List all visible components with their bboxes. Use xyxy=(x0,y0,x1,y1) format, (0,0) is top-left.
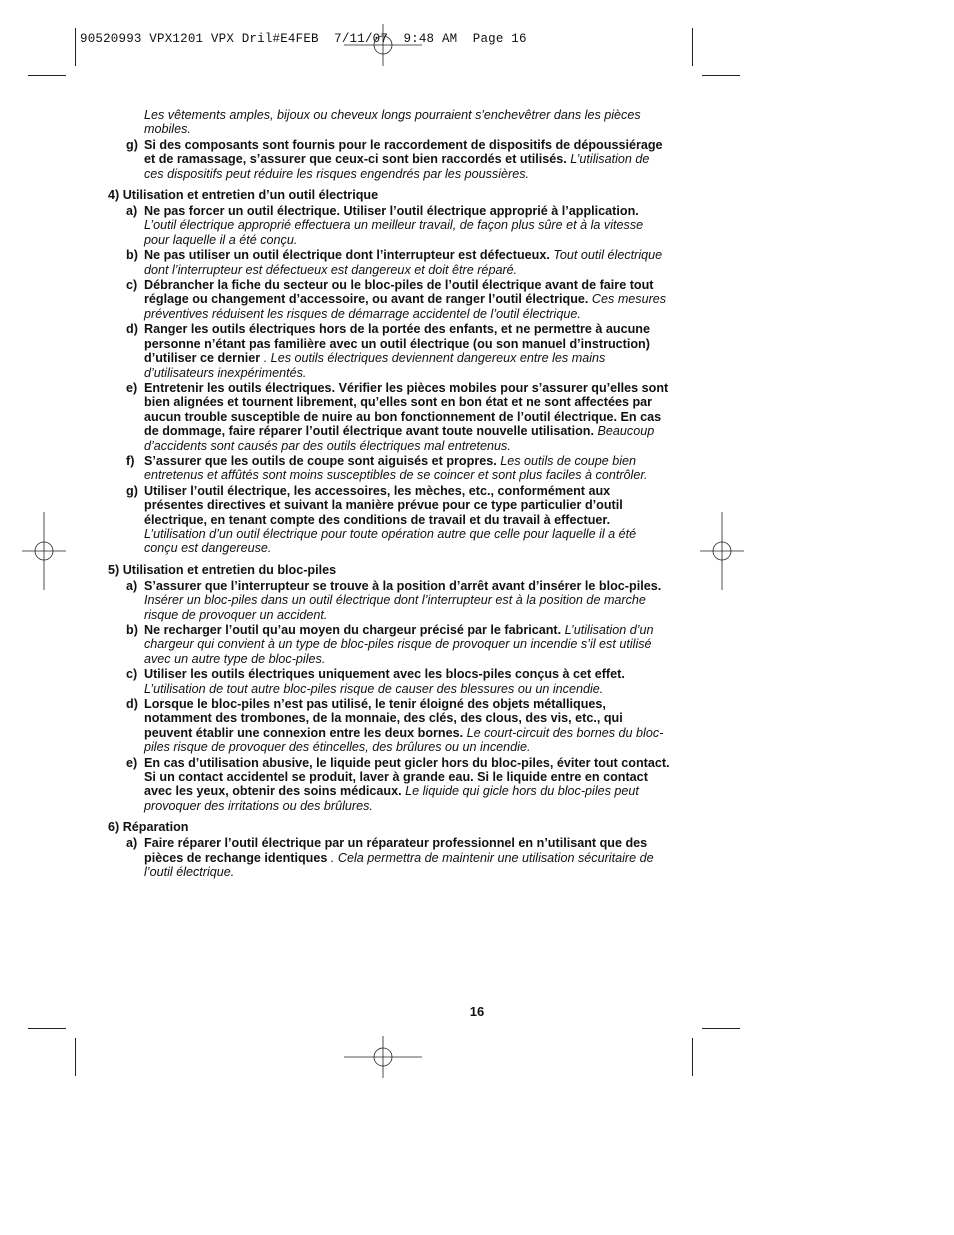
item-explanation: Tout outil électrique dont l’interrupteur est défectueux est dangereux et doit être réparé. xyxy=(144,248,663,277)
list-item xyxy=(108,138,670,181)
crop-mark-bottom-right-h xyxy=(702,1028,740,1029)
item-instruction: Utiliser l’outil électrique, les accessoires, les mèches, etc., conformément aux présentes directives et suivant la manière prévue pour ce type particulier d’outil électrique, en tenant compte des conditions de travail et du travail à effectuer. xyxy=(144,483,623,527)
print-slug: 90520993 VPX1201 VPX Dril#E4FEB 7/11/07 9:48 AM Page 16 xyxy=(80,32,527,46)
item-instruction: S’assurer que l’interrupteur se trouve à la position d’arrêt avant d’insérer le bloc-piles. xyxy=(144,578,662,593)
item-letter: f) xyxy=(126,453,135,468)
item-letter: d) xyxy=(126,697,138,712)
list-item xyxy=(108,381,670,453)
item-instruction: Utiliser les outils électriques uniquement avec les blocs-piles conçus à cet effet. xyxy=(144,667,625,682)
item-letter: a) xyxy=(126,578,138,593)
item-explanation: L’utilisation d’un outil électrique pour toute opération autre que celle pour laquelle il a été conçu est dangereuse. xyxy=(144,526,637,556)
list-item xyxy=(108,322,670,380)
item-letter: c) xyxy=(126,278,138,293)
item-instruction: Débrancher la fiche du secteur ou le bloc-piles de l’outil électrique avant de faire tout réglage ou changement d’accessoire, ou avant de ranger l’outil électrique. xyxy=(144,278,654,307)
list-item xyxy=(108,248,670,277)
item-letter: d) xyxy=(126,322,138,337)
page-content xyxy=(108,108,670,880)
list-item xyxy=(108,836,670,879)
section xyxy=(108,563,670,814)
section-title: 6) Réparation xyxy=(108,820,189,835)
list-item xyxy=(108,579,670,622)
item-explanation: L’outil électrique approprié effectuera un meilleur travail, de façon plus sûre et à la vitesse pour laquelle il a été conçu. xyxy=(144,218,644,247)
item-explanation: Beaucoup d’accidents sont causés par des outils électriques mal entretenus. xyxy=(144,424,655,453)
crop-mark-top-left-v xyxy=(75,28,76,66)
item-explanation: . Les outils électriques deviennent dangereux entre les mains d’utilisateurs inexpérimentés. xyxy=(144,351,606,380)
item-explanation: Insérer un bloc-piles dans un outil électrique dont l’interrupteur est à la position de marche risque de provoquer un accident. xyxy=(144,593,646,622)
registration-mark-left xyxy=(22,512,66,590)
item-instruction: Ne pas forcer un outil électrique. Utiliser l’outil électrique approprié à l’application. xyxy=(144,204,639,219)
list-item xyxy=(108,667,670,696)
item-letter: g) xyxy=(126,483,138,498)
list-item xyxy=(108,454,670,483)
section xyxy=(108,188,670,556)
item-explanation: Le court-circuit des bornes du bloc-piles risque de provoquer des étincelles, des brûlures ou un incendie. xyxy=(144,725,664,755)
crop-mark-bottom-right-v xyxy=(692,1038,693,1076)
registration-mark-right xyxy=(700,512,744,590)
item-letter: a) xyxy=(126,836,138,851)
crop-mark-bottom-left-h xyxy=(28,1028,66,1029)
item-letter: c) xyxy=(126,667,138,682)
list-item xyxy=(108,697,670,755)
crop-mark-bottom-left-v xyxy=(75,1038,76,1076)
item-explanation: Ces mesures préventives réduisent les risques de démarrage accidentel de l’outil électrique. xyxy=(144,292,667,321)
item-explanation: Les outils de coupe bien entretenus et affûtés sont moins susceptibles de se coincer et sont plus faciles à contrôler. xyxy=(144,453,648,483)
item-letter: e) xyxy=(126,380,138,395)
item-letter: a) xyxy=(126,204,138,219)
crop-mark-top-left-h xyxy=(28,75,66,76)
item-instruction: En cas d’utilisation abusive, le liquide peut gicler hors du bloc-piles, éviter tout contact. Si un contact accidentel se produit, laver à grande eau. Si le liquide entre en contact avec les yeux, obtenir des soins médicaux. xyxy=(144,755,670,799)
crop-mark-top-right-h xyxy=(702,75,740,76)
item-instruction: Ranger les outils électriques hors de la portée des enfants, et ne permettre à aucune personne n’étant pas familière avec un outil électrique (ou son manuel d’instruction) d’utiliser ce dernier xyxy=(144,322,651,366)
registration-mark-bottom xyxy=(344,1036,422,1078)
item-instruction: Faire réparer l’outil électrique par un réparateur professionnel en n’utilisant que des pièces de rechange identiques xyxy=(144,836,648,865)
sections xyxy=(108,188,670,879)
section xyxy=(108,820,670,879)
list-item xyxy=(108,484,670,556)
list-item xyxy=(108,278,670,321)
item-instruction: Lorsque le bloc-piles n’est pas utilisé, le tenir éloigné des objets métalliques, notamment des trombones, de la monnaie, des clés, des clous, des vis, etc., qui peuvent établir une connexion entre les deux bornes. xyxy=(144,697,623,740)
page-number: 16 xyxy=(469,1004,485,1019)
item-instruction: Si des composants sont fournis pour le raccordement de dispositifs de dépoussiérage et de ramassage, s’assurer que ceux-ci sont bien raccordés et utilisés. xyxy=(144,137,663,167)
registration-mark-top xyxy=(344,24,422,66)
item-instruction: S’assurer que les outils de coupe sont aiguisés et propres. xyxy=(144,453,497,468)
list-item xyxy=(108,623,670,666)
item-instruction: Ne pas utiliser un outil électrique dont l’interrupteur est défectueux. xyxy=(144,248,550,263)
intro-continuation: Les vêtements amples, bijoux ou cheveux longs pourraient s'enchevêtrer dans les pièces mobiles. xyxy=(144,108,641,137)
item-instruction: Ne recharger l’outil qu’au moyen du chargeur précisé par le fabricant. xyxy=(144,623,562,637)
item-letter: g) xyxy=(126,137,138,152)
item-explanation: Le liquide qui gicle hors du bloc-piles peut provoquer des irritations ou des brûlures. xyxy=(144,784,639,813)
item-explanation: L’utilisation de ces dispositifs peut réduire les risques engendrés par les poussières. xyxy=(144,152,650,181)
item-explanation: L’utilisation d’un chargeur qui convient à un type de bloc-piles risque de provoquer un incendie s’il est utilisé avec un autre type de bloc-piles. xyxy=(144,623,654,666)
list-item xyxy=(108,756,670,814)
item-instruction: Entretenir les outils électriques. Vérifier les pièces mobiles pour s’assurer qu’elles sont bien alignées et tournent librement, qu’elles sont en bon état et ne sont affectées par aucun trouble susceptible de nuire au bon fonctionnement de l’outil électrique. En cas de dommage, faire réparer l’outil électrique avant toute nouvelle utilisation. xyxy=(144,380,669,439)
item-explanation: L’utilisation de tout autre bloc-piles risque de causer des blessures ou un incendie. xyxy=(144,681,604,696)
item-letter: e) xyxy=(126,755,138,770)
crop-mark-top-right-v xyxy=(692,28,693,66)
list-item xyxy=(108,204,670,247)
item-letter: b) xyxy=(126,248,138,263)
item-explanation: . Cela permettra de maintenir une utilisation sécuritaire de l’outil électrique. xyxy=(144,850,654,880)
item-letter: b) xyxy=(126,623,138,637)
section-title: 5) Utilisation et entretien du bloc-piles xyxy=(108,562,337,577)
section-title: 4) Utilisation et entretien d’un outil électrique xyxy=(108,188,379,203)
